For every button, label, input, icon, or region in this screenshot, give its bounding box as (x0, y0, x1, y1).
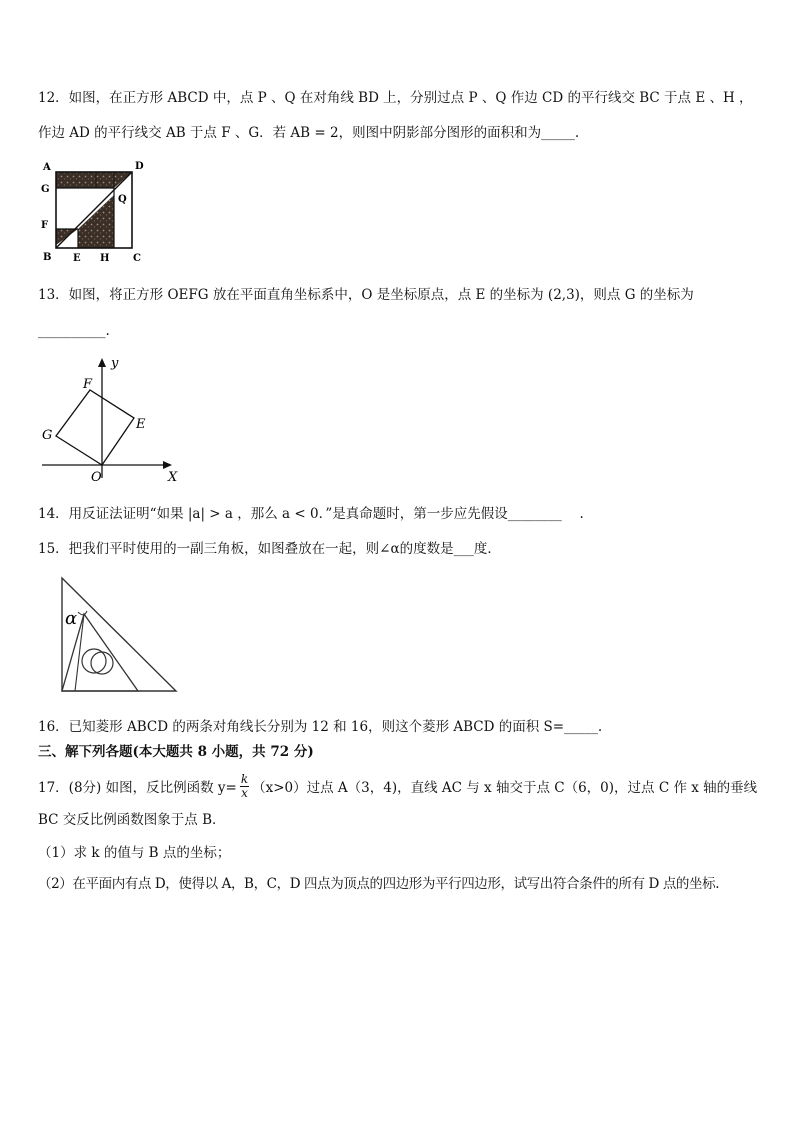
q15-label-alpha: α (65, 608, 78, 629)
q17-sub2: （2）在平面内有点 D，使得以 A，B，C，D 四点为顶点的四边形为平行四边形，试写出符合条件的所有 D 点的坐标. (38, 876, 720, 892)
q17-frac-num: k (240, 772, 249, 786)
q17-frac-den: x (241, 786, 248, 800)
q13-square-oefg (56, 390, 134, 465)
q13-label-e: E (136, 417, 146, 432)
q12-label-p: P (72, 218, 80, 229)
q12-label-e: E (73, 253, 81, 264)
q13-coordinate-figure (36, 350, 186, 486)
q13-text-line2: __________. (38, 323, 110, 339)
q12-label-f: F (41, 220, 49, 231)
q17-line1-suffix: （x>0）过点 A（3，4)，直线 AC 与 x 轴交于点 C（6，0)，过点 C 作 x 轴的垂线 (252, 780, 758, 796)
q16-text: 16．已知菱形 ABCD 的两条对角线长分别为 12 和 16，则这个菱形 ABCD 的面积 S=_____. (38, 719, 603, 735)
q13-y-arrow (98, 358, 106, 367)
q12-label-h: H (100, 253, 110, 264)
q17-text-line2: BC 交反比例函数图象于点 B． (38, 812, 226, 828)
q12-square-figure (36, 157, 148, 267)
q15-triangle-large (62, 578, 176, 691)
q17-fraction (240, 773, 249, 800)
q13-label-y: y (111, 356, 119, 371)
q15-text: 15．把我们平时使用的一副三角板，如图叠放在一起，则∠α的度数是___度． (38, 541, 501, 557)
q12-label-b: B (43, 252, 52, 263)
q13-label-g: G (42, 428, 53, 443)
q13-label-f: F (83, 377, 93, 392)
q17-line1-prefix: 17．(8分) 如图，反比例函数 y= (38, 780, 237, 796)
q17-sub1: （1）求 k 的值与 B 点的坐标； (38, 845, 231, 861)
q12-label-d: D (135, 161, 144, 172)
q15-triangles-figure (54, 572, 182, 696)
q13-label-o: O (91, 470, 102, 485)
q14-text: 14．用反证法证明“如果 |a| > a ，那么 a < 0．”是真命题时，第一步应先假设________ . (38, 506, 584, 522)
q12-shade-top (56, 172, 132, 188)
q12-label-g: G (41, 184, 50, 195)
q12-label-a: A (43, 162, 51, 173)
section3-title: 三、解下列各题(本大题共 8 小题，共 72 分) (38, 744, 314, 760)
q12-label-q: Q (118, 194, 127, 205)
q12-text-line1: 12．如图，在正方形 ABCD 中，点 P 、Q 在对角线 BD 上，分别过点 P 、Q 作边 CD 的平行线交 BC 于点 E 、H ， (38, 90, 753, 106)
q13-x-arrow (163, 461, 172, 469)
q13-label-x: X (168, 470, 178, 485)
q12-label-c: C (133, 253, 141, 264)
q17-text-line1 (38, 772, 758, 802)
q15-angle-arc (78, 611, 87, 615)
q12-text-line2: 作边 AD 的平行线交 AB 于点 F 、G．若 AB = 2，则图中阴影部分图形的面积和为_____. (38, 125, 580, 141)
q13-text-line1: 13．如图，将正方形 OEFG 放在平面直角坐标系中，O 是坐标原点，点 E 的坐标为 (2,3)，则点 G 的坐标为 (38, 287, 694, 303)
